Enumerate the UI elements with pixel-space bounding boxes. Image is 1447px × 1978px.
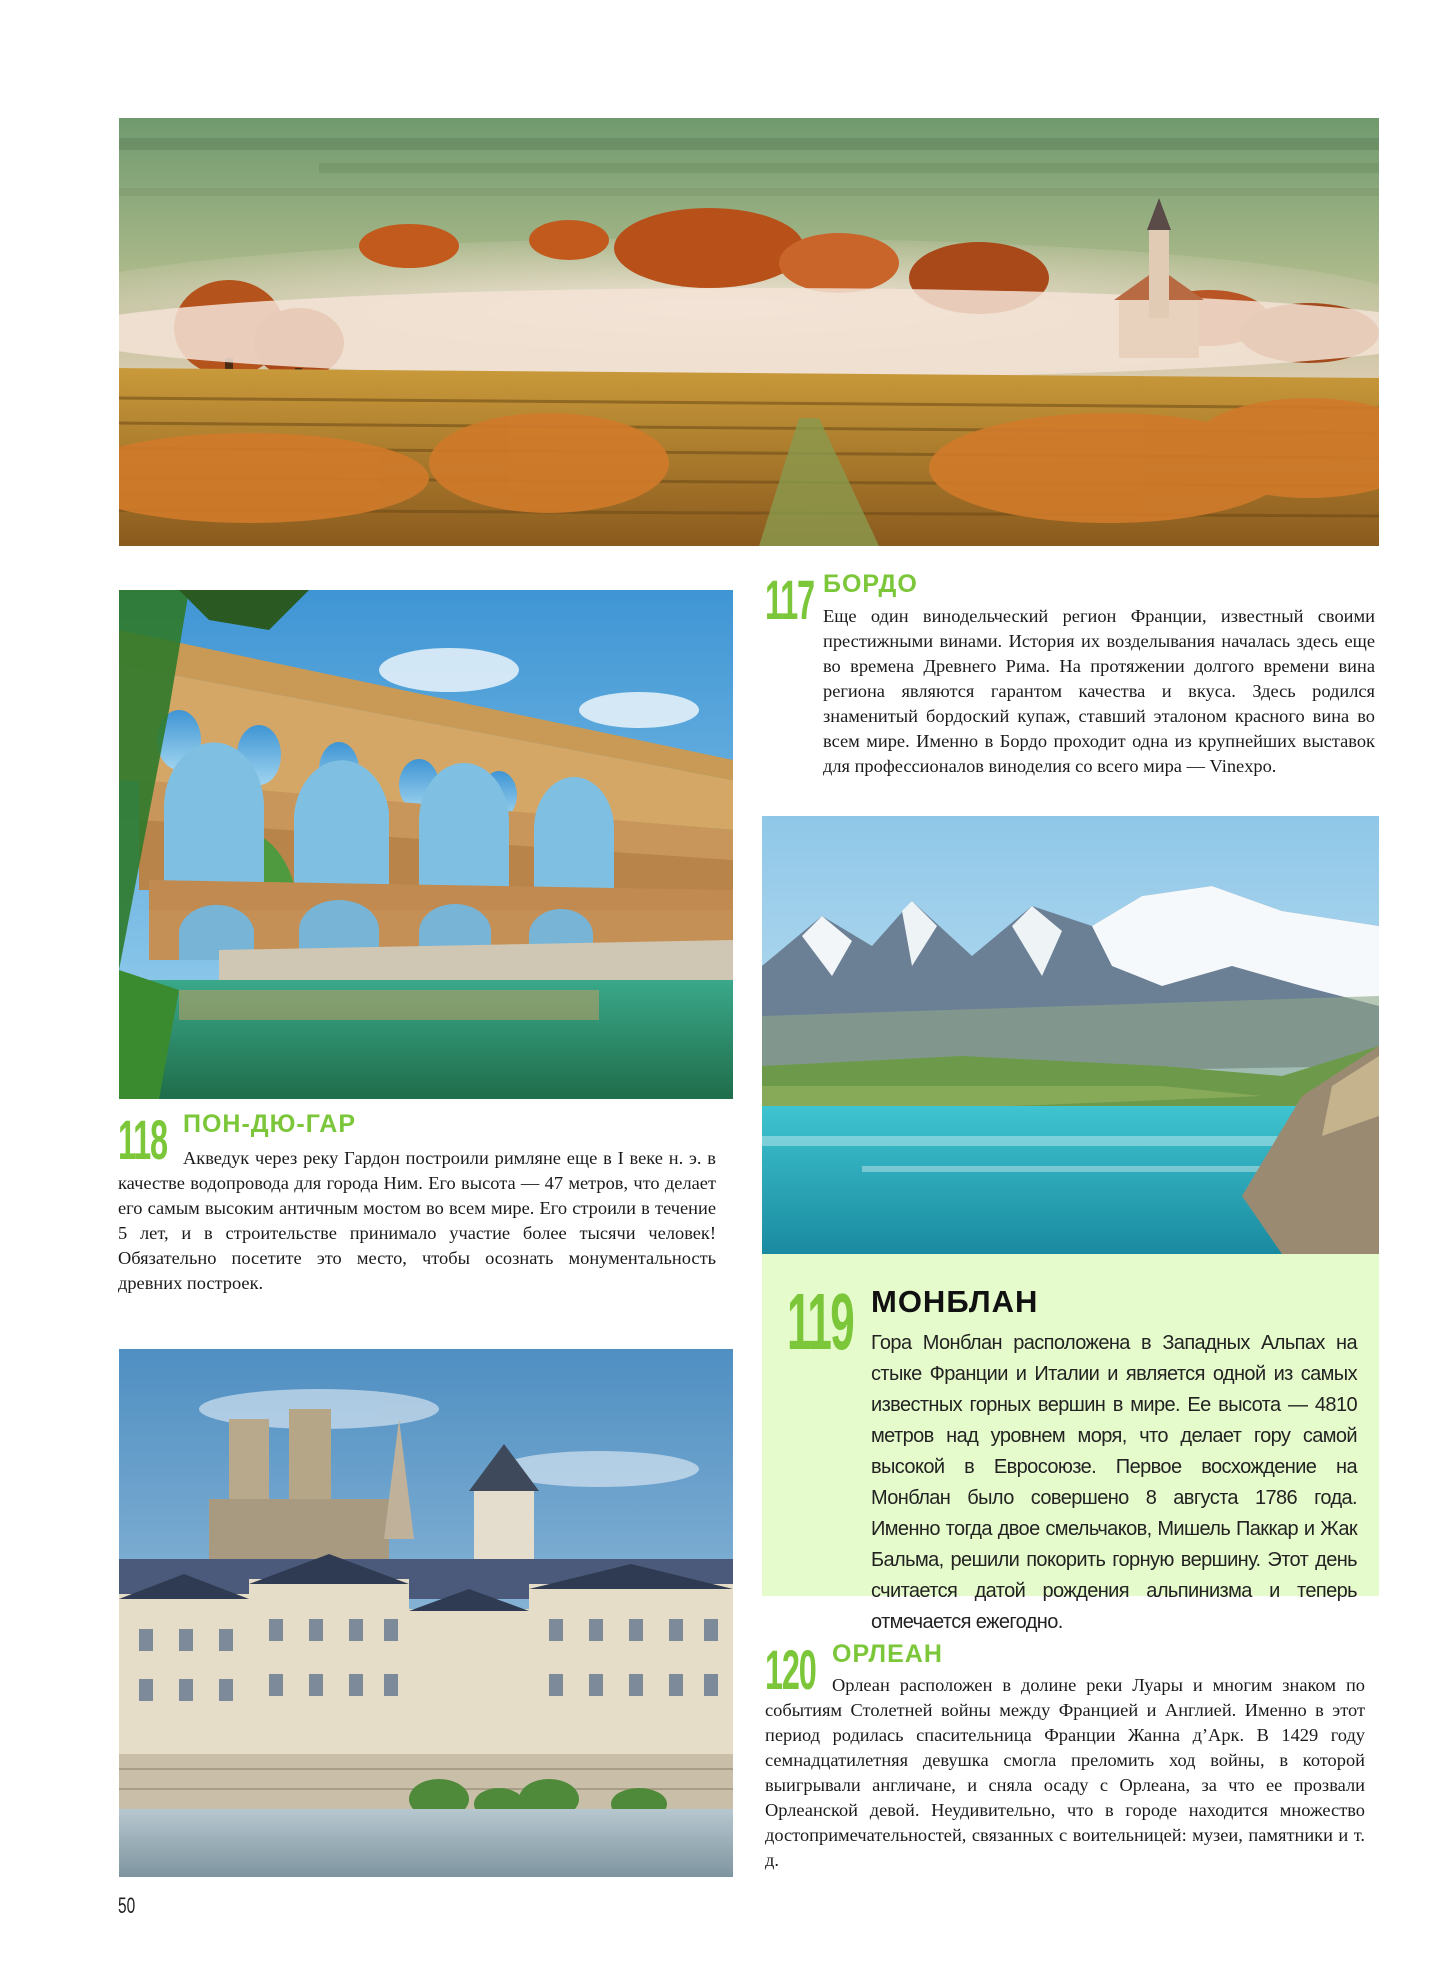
- section-text-orleans: Орлеан расположен в долине реки Луары и многим знаком по событиям Столетней войны между Францией и Англией. Именно в этот период родилась спасительница Франции Жанна д’Арк. В 1429 году семнадцатилетняя девушка смогла преломить ход войны, в которой выигрывали англичане, и сняла осаду с Орлеана, за что ее прозвали Орлеанской девой. Неудивительно, что в городе находится множество достопримечательностей, связанных с воительницей: музеи, памятники и т. д.: [765, 1675, 1365, 1870]
- page-number: 50: [118, 1893, 136, 1918]
- bordeaux-vineyard-photo: [119, 118, 1379, 546]
- section-number-118: 118: [118, 1108, 167, 1171]
- section-number-120: 120: [765, 1638, 816, 1701]
- section-text-mont-blanc: Гора Монблан расположена в Западных Альпах на стыке Франции и Италии и является одной из самых известных горных вершин в мире. Ее высота — 4810 метров над уровнем моря, что делает гору самой высокой в Евросоюзе. Первое восхождение на Монблан было совершено 8 августа 1786 года. Именно тогда двое смельчаков, Мишель Паккар и Жак Бальма, решили покорить горную вершину. Этот день считается датой рождения альпинизма и теперь отмечается ежегодно.: [871, 1332, 1357, 1633]
- orleans-photo: [119, 1349, 733, 1877]
- section-text-pont-du-gard: Акведук через реку Гардон построили римляне еще в I веке н. э. в качестве водопровода для города Ним. Его высота — 47 метров, что делает его самым высоким античным мостом во всем мире. Его строили в течение 5 лет, и в строительстве принимало участие более тысячи человек! Обязательно посетите это место, чтобы осознать монументальность древних построек.: [118, 1148, 716, 1293]
- section-number-117: 117: [765, 568, 814, 631]
- section-title-mont-blanc: МОНБЛАН: [871, 1284, 1039, 1319]
- section-number-119: 119: [787, 1277, 854, 1366]
- section-title-bordeaux: БОРДО: [823, 570, 918, 598]
- section-title-pont-du-gard: ПОН-ДЮ-ГАР: [183, 1110, 357, 1138]
- section-text-bordeaux: Еще один винодельческий регион Франции, известный своими престижными винами. История их возделывания началась здесь еще во времена Древнего Рима. На протяжении долгого времени вина региона являются гарантом качества и вкуса. Здесь родился знаменитый бордоский купаж, ставший эталоном красного вина во всем мире. Именно в Бордо проходит одна из крупнейших выставок для профессионалов виноделия со всего мира — Vinexpo.: [823, 606, 1375, 776]
- pont-du-gard-photo: [119, 590, 733, 1099]
- mont-blanc-photo: [762, 816, 1379, 1254]
- section-title-orleans: ОРЛЕАН: [832, 1640, 943, 1668]
